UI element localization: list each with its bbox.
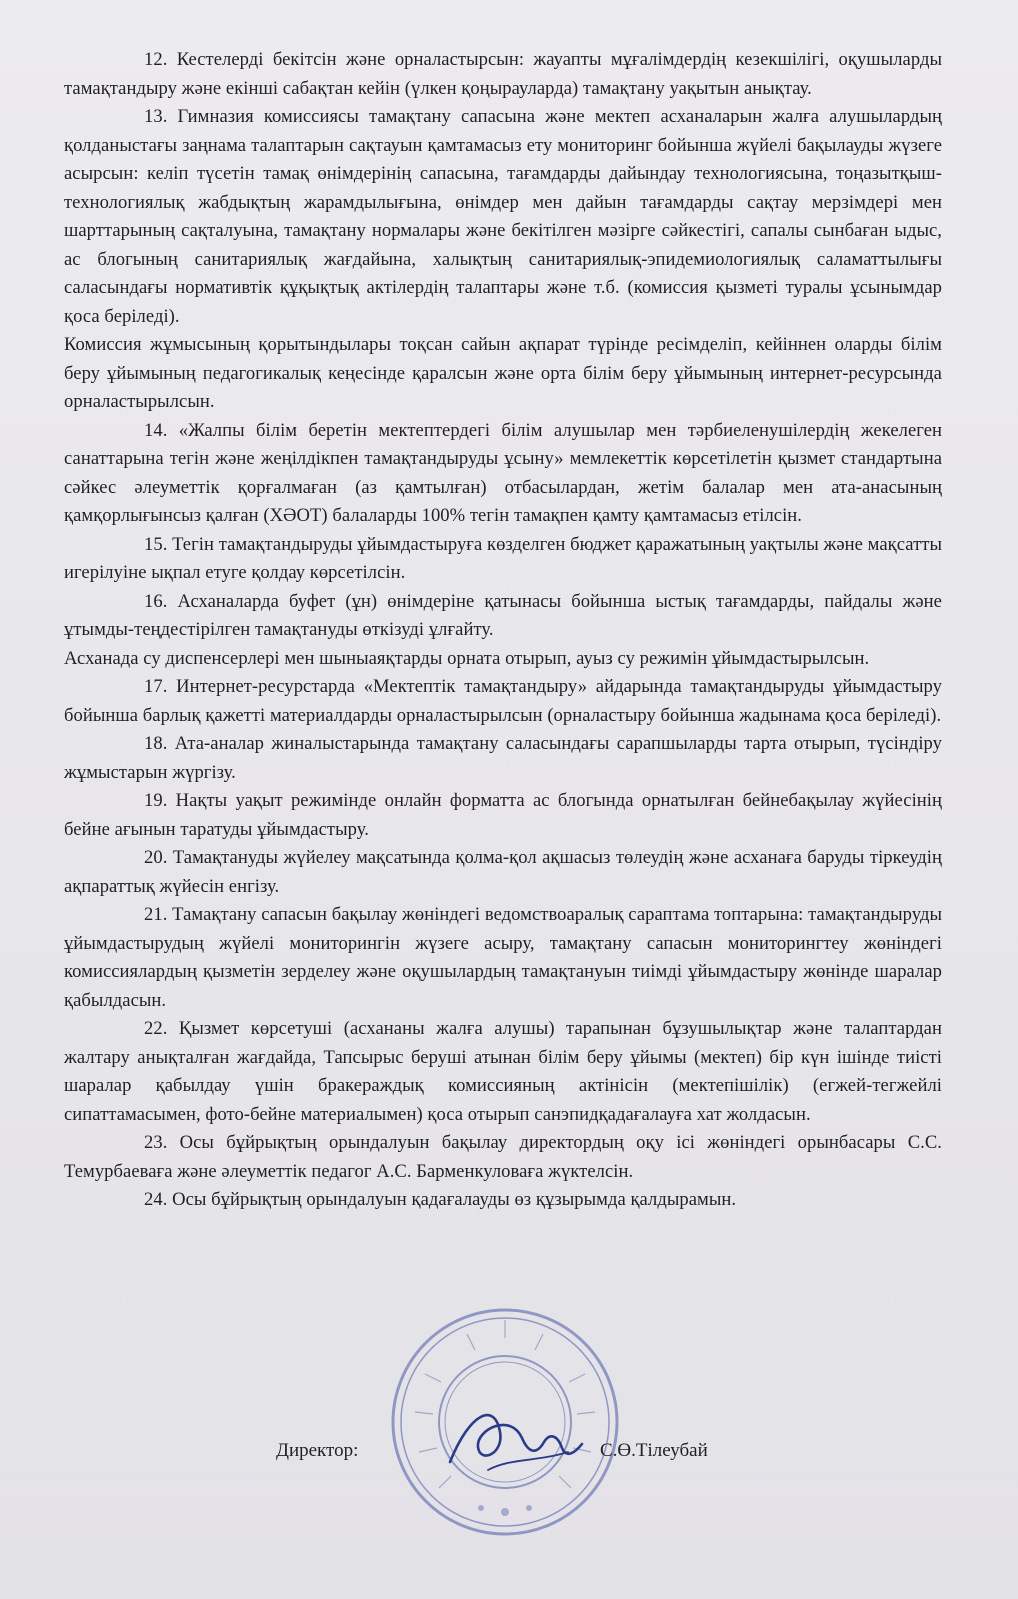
paragraph-21: 21. Тамақтану сапасын бақылау жөніндегі ведомствоаралық сараптама топтарына: тамақтандыруды ұйымдастырудың жүйелі мониторингін жүзеге асыру, тамақтану сапасын мониторингтеу жөніндегі комиссиялардың қызметін зерделеу және оқушылардың тамақтануын тиімді ұйымдастыру жөнінде шаралар қабылдасын. [64, 904, 942, 1011]
paragraph-17: 17. Интернет-ресурстарда «Мектептік тамақтандыру» айдарында тамақтандыруды ұйымдастыру бойынша барлық қажетті материалдарды орналастырылсын (орналастыру бойынша жадынама қоса беріледі). [64, 676, 942, 726]
paragraph-15: 15. Тегін тамақтандыруды ұйымдастыруға көзделген бюджет қаражатының уақтылы және мақсатты игерілуіне ықпал етуге қолдау көрсетілсін. [64, 533, 942, 583]
signature-role: Директор: [276, 1440, 359, 1461]
paragraph-22: 22. Қызмет көрсетуші (асхананы жалға алушы) тарапынан бұзушылықтар және талаптардан жалтару анықталған жағдайда, Тапсырыс беруші атынан білім беру ұйымы (мектеп) бір күн ішінде тиісті шаралар қабылдау үшін бракераждық комиссияның актінісін (мектепішілік) (егжей-тегжейлі сипаттамасымен, фото-бейне материалымен) қоса отырып санэпидқадағалауға хат жолдасын. [64, 1018, 942, 1125]
signature-name: С.Ө.Тілеубай [600, 1440, 708, 1461]
paragraph-24: 24. Осы бұйрықтың орындалуын қадағалауды өз құзырымда қалдырамын. [144, 1189, 737, 1210]
paragraph-14: 14. «Жалпы білім беретін мектептердегі білім алушылар мен тәрбиеленушілердің жекелеген санаттарына тегін және жеңілдікпен тамақтандыруды ұсыну» мемлекеттік көрсетілетін қызмет стандартына сәйкес әлеуметтік қорғалмаған (аз қамтылған) отбасылардан, жетім балалар мен ата-анасының қамқорлығынсыз қалған (ХӘОТ) балаларды 100% тегін тамақпен қамту қамтамасыз етілсін. [64, 419, 942, 526]
paragraph-20: 20. Тамақтануды жүйелеу мақсатында қолма-қол ақшасыз төлеудің және асханаға баруды тіркеудің ақпараттық жүйесін енгізу. [64, 847, 942, 897]
paragraph-16-continuation: Асханада су диспенсерлері мен шыныаяқтарды орната отырып, ауыз су режимін ұйымдастырылсын. [64, 647, 870, 669]
paragraph-18: 18. Ата-аналар жиналыстарында тамақтану саласындағы сарапшыларды тарта отырып, түсіндіру жұмыстарын жүргізу. [64, 733, 942, 783]
paragraph-13-continuation: Комиссия жұмысының қорытындылары тоқсан сайын ақпарат түрінде ресімделіп, кейіннен оларды білім беру ұйымының педагогикалық кеңесінде қаралсын және орта білім беру ұйымының интернет-ресурсында орналастырылсын. [64, 334, 942, 412]
paragraph-19: 19. Нақты уақыт режимінде онлайн форматта ас блогында орнатылған бейнебақылау жүйесінің бейне ағынын таратуды ұйымдастыру. [64, 790, 942, 840]
paragraph-16: 16. Асханаларда буфет (ұн) өнімдеріне қатынасы бойынша ыстық тағамдарды, пайдалы және ұтымды-теңдестірілген тамақтануды өткізуді ұлғайту. [64, 590, 942, 640]
paragraph-12: 12. Кестелерді бекітсін және орналастырсын: жауапты мұғалімдердің кезекшілігі, оқушыларды тамақтандыру және екінші сабақтан кейін (үлкен қоңырауларда) тамақтану уақытын анықтау. [64, 49, 942, 99]
paragraph-23: 23. Осы бұйрықтың орындалуын бақылау директордың оқу ісі жөніндегі орынбасары С.С. Темурбаеваға және әлеуметтік педагог А.С. Барменкуловаға жүктелсін. [64, 1132, 942, 1182]
handwritten-signature-icon [440, 1392, 590, 1482]
paragraph-13: 13. Гимназия комиссиясы тамақтану сапасына және мектеп асханаларын жалға алушылардың қолданыстағы заңнама талаптарын сақтауын қамтамасыз ету мониторинг бойынша жүйелі бақылауды жүзеге асырсын: келіп түсетін тамақ өнімдерінің сапасына, тағамдарды дайындау технологиясына, тоңазытқыш-технологиялық жабдықтың жарамдылығына, өнімдер мен дайын тағамдарды сақтау мерзімдері мен шарттарының сақталуына, тамақтану нормалары және бекітілген мәзірге сәйкестігі, сапалы сынбаған ыдыс, ас блогының санитариялық жағдайына, халықтың санитариялық-эпидемиологиялық саламаттылығы саласындағы нормативтік құқықтық актілердің талаптары және т.б. (комиссия қызметі туралы ұсынымдар қоса беріледі). [64, 106, 942, 327]
document-body [64, 46, 942, 1215]
